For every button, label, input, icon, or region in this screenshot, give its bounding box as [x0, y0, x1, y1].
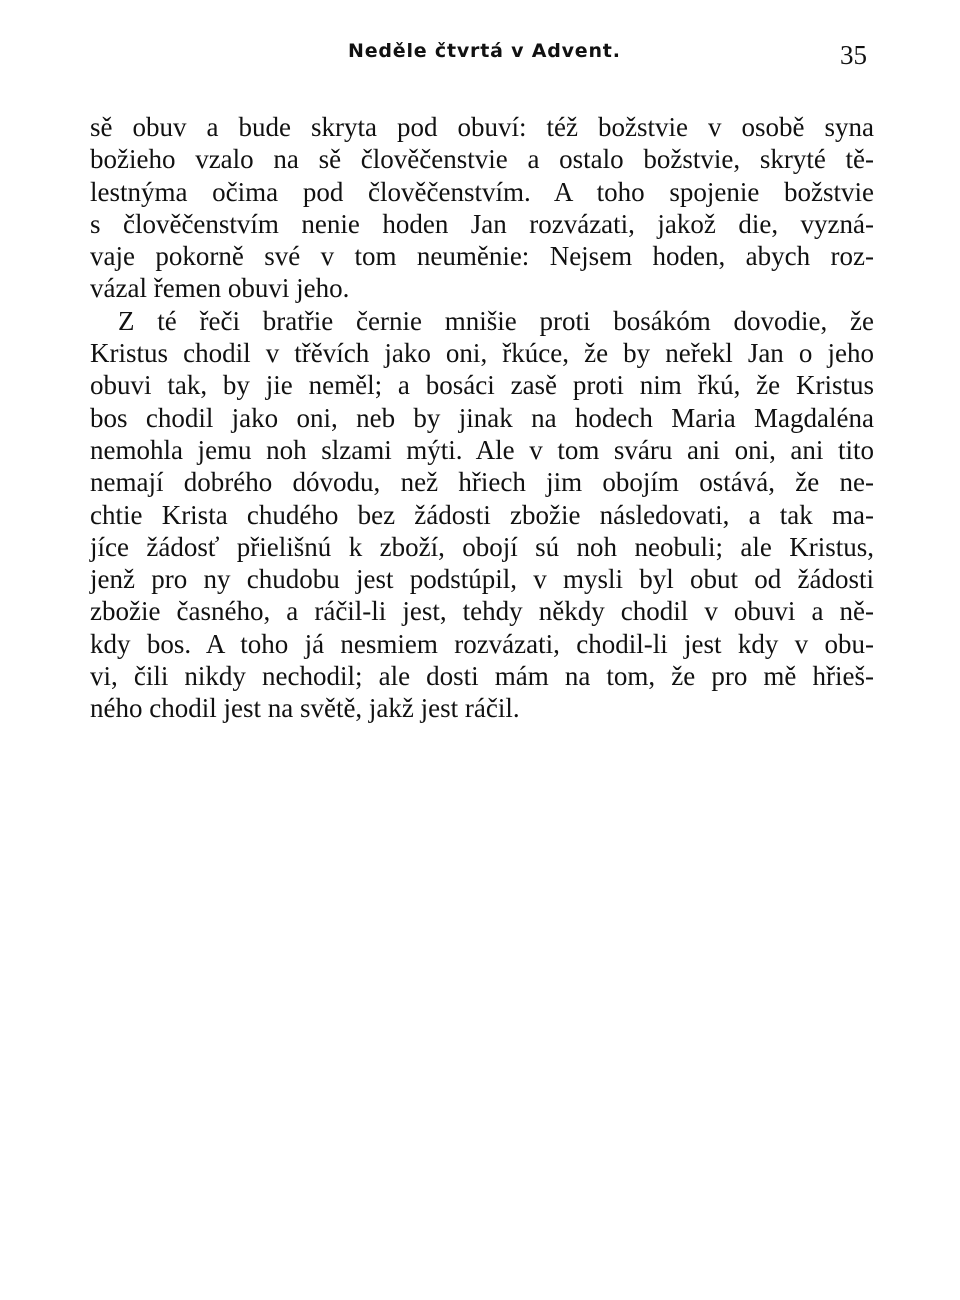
text-line: obuvi tak, by jie neměl; a bosáci zasě proti nim řkú, že Kristus [90, 370, 874, 401]
text-line: chtie Krista chudého bez žádosti zbožie následovati, a tak ma- [90, 499, 874, 530]
text-line: Z té řeči bratřie černie mnišie proti bosákóm dovodie, že [118, 305, 874, 336]
text-line: ného chodil jest na světě, jakž jest ráčil. [90, 693, 520, 724]
text-line: vázal řemen obuvi jeho. [90, 273, 350, 304]
text-line: nemohla jemu noh slzami mýti. Ale v tom sváru ani oni, ani tito [90, 434, 874, 465]
text-line: bos chodil jako oni, neb by jinak na hodech Maria Magdaléna [90, 402, 874, 433]
text-line: sě obuv a bude skryta pod obuví: též božstvie v osobě syna [90, 112, 874, 142]
page-number: 35 [840, 40, 867, 70]
text-line: vi, čili nikdy nechodil; ale dosti mám na tom, že pro mě hřieš- [90, 661, 874, 692]
paragraph-2 [90, 305, 874, 725]
text-line: božieho vzalo na sě člověčenstvie a ostalo božstvie, skryté tě- [90, 144, 874, 175]
text-line: s člověčenstvím nenie hoden Jan rozvázati, jakož die, vyzná- [90, 208, 874, 239]
text-line: vaje pokorně své v tom neuměnie: Nejsem hoden, abych roz- [90, 241, 874, 272]
text-line: Kristus chodil v třěvích jako oni, řkúce, že by neřekl Jan o jeho [90, 338, 874, 369]
text-line: zbožie časného, a ráčil-li jest, tehdy někdy chodil v obuvi a ně- [90, 596, 874, 627]
running-title: Neděle čtvrtá v Advent. [348, 40, 621, 62]
text-line: lestnýma očima pod člověčenstvím. A toho spojenie božstvie [90, 176, 874, 207]
text-line: kdy bos. A toho já nesmiem rozvázati, chodil-li jest kdy v obu- [90, 628, 874, 659]
text-line: nemají dobrého dóvodu, než hřiech jim obojím ostává, že ne- [90, 467, 874, 498]
paragraph-1 [90, 111, 874, 305]
text-line: jíce žádosť přielišnú k zboží, obojí sú noh neobuli; ale Kristus, [90, 531, 874, 562]
text-line: jenž pro ny chudobu jest podstúpil, v mysli byl obut od žádosti [90, 564, 874, 595]
body-text [90, 111, 874, 725]
